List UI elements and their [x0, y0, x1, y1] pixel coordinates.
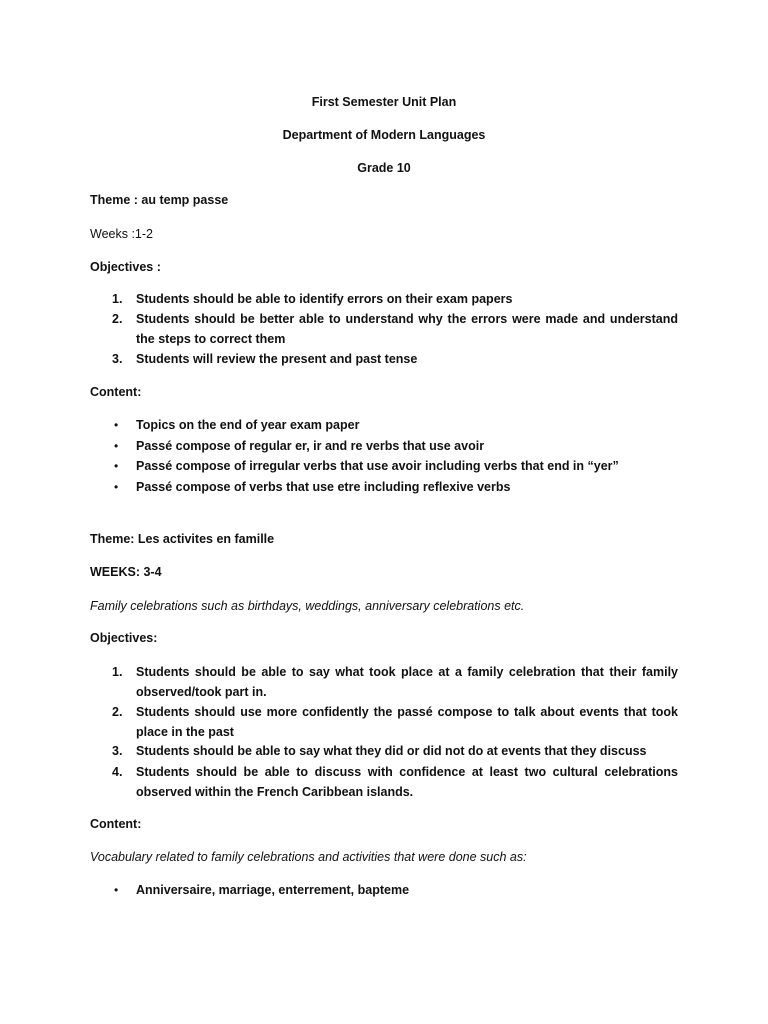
- unit2-content-item: Anniversaire, marriage, enterrement, bapteme: [136, 883, 410, 897]
- unit1-objective-number: 3.: [112, 352, 123, 366]
- unit1-content-item: Passé compose of regular er, ir and re verbs that use avoir: [136, 439, 485, 453]
- unit2-objective-item: Students should use more confidently the passé compose to talk about events that took place in the past: [136, 705, 678, 739]
- unit2-objectives-heading: Objectives:: [90, 631, 158, 645]
- grade-heading: Grade 10: [357, 161, 411, 175]
- department-heading: Department of Modern Languages: [282, 128, 486, 142]
- unit2-objective-number: 3.: [112, 744, 123, 758]
- unit1-objective-item: Students will review the present and past tense: [136, 352, 418, 366]
- unit1-theme: Theme : au temp passe: [90, 193, 229, 207]
- unit2-content-intro: Vocabulary related to family celebrations and activities that were done such as:: [90, 850, 527, 864]
- unit1-objective-item: Students should be better able to understand why the errors were made and understand the steps to correct them: [136, 312, 678, 346]
- unit2-objective-item: Students should be able to discuss with confidence at least two cultural celebrations observed within the French Caribbean islands.: [136, 765, 678, 799]
- unit1-content-item: Topics on the end of year exam paper: [136, 418, 360, 432]
- unit1-objective-number: 2.: [112, 312, 123, 326]
- unit1-content-item: Passé compose of verbs that use etre including reflexive verbs: [136, 480, 511, 494]
- unit1-weeks: Weeks :1-2: [90, 227, 153, 241]
- unit2-description: Family celebrations such as birthdays, weddings, anniversary celebrations etc.: [90, 599, 525, 613]
- bullet-icon: •: [114, 418, 119, 432]
- unit1-content-item: Passé compose of irregular verbs that use avoir including verbs that end in “yer”: [136, 459, 619, 473]
- bullet-icon: •: [114, 459, 119, 473]
- document-title: First Semester Unit Plan: [311, 95, 457, 109]
- unit2-objective-item: Students should be able to say what they did or did not do at events that they discuss: [136, 744, 647, 758]
- unit2-objective-number: 1.: [112, 665, 123, 679]
- bullet-icon: •: [114, 480, 119, 494]
- unit2-weeks: WEEKS: 3-4: [90, 565, 162, 579]
- bullet-icon: •: [114, 439, 119, 453]
- unit1-objectives-heading: Objectives :: [90, 260, 161, 274]
- unit2-theme: Theme: Les activites en famille: [90, 532, 275, 546]
- bullet-icon: •: [114, 883, 119, 897]
- unit2-objective-number: 4.: [112, 765, 123, 779]
- unit2-objective-number: 2.: [112, 705, 123, 719]
- unit2-objective-item: Students should be able to say what took place at a family celebration that their family observed/took part in.: [136, 665, 678, 699]
- unit1-objective-item: Students should be able to identify errors on their exam papers: [136, 292, 513, 306]
- unit2-content-heading: Content:: [90, 817, 142, 831]
- unit1-content-heading: Content:: [90, 385, 142, 399]
- unit1-objective-number: 1.: [112, 292, 123, 306]
